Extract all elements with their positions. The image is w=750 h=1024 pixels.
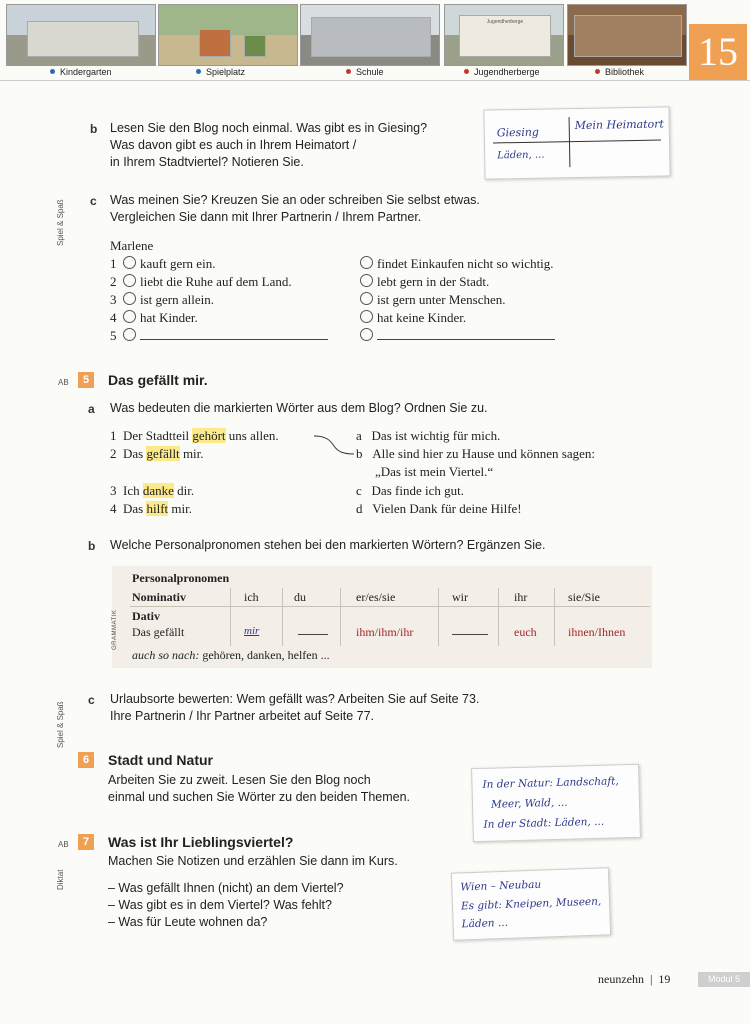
choice-row-4-right: hat keine Kinder. [360,310,466,326]
list-item: – Was gefällt Ihnen (nicht) an dem Viertel? [108,881,344,895]
side-label-spiel-2: Spiel & Spaß [56,701,65,748]
section-7-bullets [108,880,344,931]
dot-icon [50,69,55,74]
page-sep: | [649,972,653,986]
match-connector-line [312,432,356,458]
match-right-d: d Vielen Dank für deine Hilfe! [356,501,522,516]
highlight-word: hilft [146,501,169,516]
note-heimatort: Mein Heimatort [574,117,664,133]
checkbox-2a[interactable] [123,274,136,287]
task-5c-letter: c [88,693,95,707]
photo-jugendherberge [444,4,564,66]
checkbox-4a[interactable] [123,310,136,323]
grammatik-label: GRAMMATIK [112,609,118,650]
table-col-sep [340,588,341,646]
tag-schule: Schule [346,67,384,77]
marlene-label: Marlene [110,238,154,253]
tag-kindergarten: Kindergarten [50,67,112,77]
dat-mir: mir [244,625,260,637]
task-b-instruction: Lesen Sie den Blog noch einmal. Was gibt es in Giesing? Was davon gibt es auch in Ihrem Heimatort / in Ihrem Stadtviertel? Notieren Sie. [110,121,428,169]
nom-wir: wir [452,590,468,604]
choice-row-3-left: 3 ist gern allein. [110,292,215,307]
photo-spielplatz [158,4,298,66]
highlight-word: gefällt [146,446,180,461]
choice-row-1-left: 1 kauft gern ein. [110,256,216,271]
tag-spielplatz: Spielplatz [196,67,245,77]
table-col-sep [230,588,231,646]
checkbox-4b[interactable] [360,310,373,323]
section-6-number: 6 [78,752,94,768]
match-left-1: 1 Der Stadtteil gehört uns allen. [110,428,279,443]
task-c-instruction: Was meinen Sie? Kreuzen Sie an oder schreiben Sie selbst etwas. Vergleichen Sie dann mit Ihrer Partnerin / Ihrem Partner. [110,193,480,224]
module-badge: Modul 5 [698,972,750,987]
nom-sie-Sie: sie/Sie [568,590,600,604]
nom-ich: ich [244,590,259,604]
section-7-number: 7 [78,834,94,850]
wien-note: Wien – Neubau Es gibt: Kneipen, Museen, Läden ... [451,867,611,940]
note-divider-h [493,140,661,144]
dat-wir-blank[interactable] [452,634,488,635]
task-5a-letter: a [88,402,95,416]
section-7-instruction: Machen Sie Notizen und erzählen Sie dann im Kurs. [108,854,398,868]
table-col-sep [498,588,499,646]
highlight-word: danke [142,483,174,498]
choice-row-4-left: 4 hat Kinder. [110,310,198,325]
match-right-b2: „Das ist mein Viertel.“ [375,464,494,479]
dat-du-blank[interactable] [298,634,328,635]
task-5c-instruction: Urlaubsorte bewerten: Wem gefällt was? Arbeiten Sie auf Seite 73. Ihre Partnerin / Ihr Partner arbeitet auf Seite 77. [110,692,480,723]
section-5-title: Das gefällt mir. [108,372,208,388]
page-number: 19 [658,972,671,986]
tag-jugendherberge: Jugendherberge [464,67,540,77]
task-5a-instruction: Was bedeuten die markierten Wörter aus dem Blog? Ordnen Sie zu. [110,401,488,415]
nom-du: du [294,590,306,604]
task-5b-letter: b [88,539,96,553]
dot-icon [595,69,600,74]
choice-row-1-right: findet Einkaufen nicht so wichtig. [360,256,554,272]
checkbox-3a[interactable] [123,292,136,305]
table-col-sep [554,588,555,646]
list-item: – Was gibt es in dem Viertel? Was fehlt? [108,898,332,912]
dot-icon [346,69,351,74]
dat-euch: euch [514,625,537,639]
table-rule [130,606,650,607]
checkbox-1a[interactable] [123,256,136,269]
choice-row-5-right [360,328,555,344]
nominativ-label: Nominativ [132,590,186,604]
match-left-2: 2 Das gefällt mir. [110,446,204,461]
highlight-word: gehört [192,428,226,443]
also-like-line: auch so nach: gehören, danken, helfen ... [132,648,330,662]
ab-marker-7: AB [58,840,69,849]
section-6-instruction: Arbeiten Sie zu zweit. Lesen Sie den Blog noch einmal und suchen Sie Wörter zu den beiden Themen. [108,773,411,804]
dot-icon [464,69,469,74]
side-label-diktat: Diktat [56,869,65,890]
choice-row-3-right: ist gern unter Menschen. [360,292,506,308]
checkbox-5a[interactable] [123,328,136,341]
note-laeden: Läden, ... [497,149,545,162]
ab-marker-5: AB [58,378,69,387]
checkbox-2b[interactable] [360,274,373,287]
checkbox-3b[interactable] [360,292,373,305]
list-item: – Was für Leute wohnen da? [108,915,268,929]
nom-er-es-sie: er/es/sie [356,590,396,604]
table-col-sep [282,588,283,646]
choice-row-5-left: 5 [110,328,328,344]
table-col-sep [438,588,439,646]
match-left-3: 3 Ich danke dir. [110,483,195,498]
photo-kindergarten [6,4,156,66]
side-label-spiel: Spiel & Spaß [56,199,65,246]
photo-sign: Jugendherberge [486,19,524,25]
row-label-das-gefaellt: Das gefällt [132,625,185,639]
page-word: neunzehn [598,972,644,986]
section-7-title: Was ist Ihr Lieblingsviertel? [108,834,294,850]
dot-icon [196,69,201,74]
natur-stadt-note: In der Natur: Landschaft, Meer, Wald, ... In der Stadt: Läden, ... [471,764,641,842]
tag-bibliothek: Bibliothek [595,67,644,77]
photo-schule [300,4,440,66]
choice-row-2-left: 2 liebt die Ruhe auf dem Land. [110,274,292,289]
match-right-b: b Alle sind hier zu Hause und können sagen: [356,446,596,461]
dativ-label: Dativ [132,609,160,623]
photo-bibliothek [567,4,687,66]
unit-badge: 15 [689,24,747,80]
dat-ihnen-Ihnen: ihnen/Ihnen [568,625,626,639]
match-left-4: 4 Das hilft mir. [110,501,192,516]
note-giesing: Giesing [496,125,540,140]
dat-ihm-ihm-ihr: ihm/ihm/ihr [356,625,414,639]
checkbox-1b[interactable] [360,256,373,269]
section-5-number: 5 [78,372,94,388]
match-right-c: c Das finde ich gut. [356,483,464,498]
header-divider [0,80,750,81]
match-right-a: a Das ist wichtig für mich. [356,428,501,443]
checkbox-5b[interactable] [360,328,373,341]
write-line-5a[interactable] [140,329,328,340]
write-line-5b[interactable] [377,329,555,340]
nom-ihr: ihr [514,590,528,604]
task-5b-instruction: Welche Personalpronomen stehen bei den markierten Wörtern? Ergänzen Sie. [110,538,546,552]
task-c-letter: c [90,194,97,208]
table-title: Personalpronomen [132,571,230,585]
section-6-title: Stadt und Natur [108,752,213,768]
page-footer [598,972,670,987]
choice-row-2-right: lebt gern in der Stadt. [360,274,489,290]
note-divider-v [569,117,571,167]
task-b-letter: b [90,122,98,136]
heimatort-note [483,106,670,179]
